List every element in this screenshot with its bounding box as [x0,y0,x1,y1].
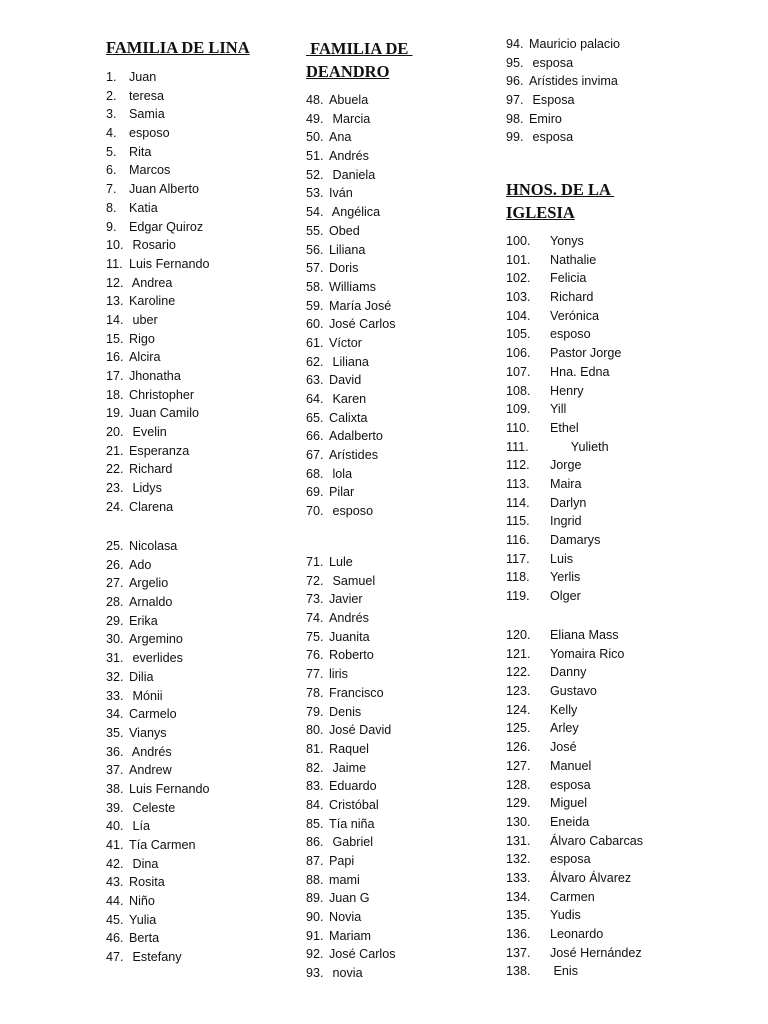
list-item-name: Miguel [550,796,588,811]
list-item-number: 48. [306,93,324,107]
list-item-number: 75. [306,629,324,644]
list-item-number: 125. [506,721,531,736]
list-item-name: Verónica [550,308,600,323]
list-item-name: Williams [329,279,376,294]
list-item-number: 71. [306,555,324,569]
list-item-name: lola [329,466,353,481]
list-item-number: 111. [506,439,529,454]
list-item-name: José David [329,723,392,738]
list-item-number: 107. [506,364,531,379]
list-item-number: 42. [106,856,124,871]
section-heading-hnos-iglesia: HNOS. DE LA IGLESIA [506,180,611,222]
list-item-number: 102. [506,271,531,286]
list-item-number: 5. [106,144,117,159]
list-item-name: Eliana Mass [550,628,619,642]
list-item-number: 21. [106,443,124,458]
list-item-name: Juan Alberto [129,182,200,197]
list-item-name: Manuel [550,758,592,773]
list-item-number: 20. [106,425,124,440]
list-item-name: Henry [550,383,584,398]
list-item-number: 106. [506,346,531,361]
list-item-name: Rosario [129,238,176,253]
list-item-name: Francisco [329,685,384,700]
list-item-name: Lule [329,555,353,569]
list-item-name: Andrea [129,275,173,290]
list-item-number: 80. [306,723,324,738]
list-item-name: Carmen [550,889,595,904]
list-item-number: 7. [106,182,117,197]
list-item-name: Denis [329,704,362,719]
list-item-number: 109. [506,402,531,417]
list-item-number: 74. [306,611,324,626]
list-item-name: Jhonatha [129,369,181,383]
list-item-number: 15. [106,331,124,346]
list-item-number: 11. [106,256,123,271]
list-item-number: 53. [306,186,324,201]
list-item-name: Daniela [329,167,376,182]
list-item-name: Pastor Jorge [550,346,622,361]
list-item-number: 124. [506,702,531,717]
list-item-name: Dina [129,856,159,871]
list-item-name: Juanita [329,629,370,644]
list-item-number: 101. [506,252,531,267]
list-item-number: 35. [106,725,124,740]
list-item-number: 130. [506,814,531,829]
list-item-number: 127. [506,758,531,773]
list-item-number: 84. [306,797,324,812]
list-item-name: Mauricio palacio [529,37,620,51]
list-item-name: Juan [129,70,157,84]
list-item-number: 99. [506,130,524,145]
list-item-name: Edgar Quiroz [129,219,204,234]
list-item-number: 54. [306,205,324,220]
list-item-name: Samuel [329,573,376,588]
list-item-name: Arley [550,721,579,736]
list-item-number: 30. [106,632,124,647]
list-item-name: Ingrid [550,514,582,529]
list-item-name: Álvaro Cabarcas [550,833,644,848]
list-item-number: 81. [306,741,324,756]
list-item-name: Celeste [129,800,176,815]
list-item-number: 47. [106,950,124,965]
list-item-name: Karen [329,392,367,406]
list-item-name: Eneida [550,814,590,829]
list-item-name: Kelly [550,702,578,717]
list-item-number: 105. [506,327,531,342]
list-item-name: uber [129,312,158,327]
list-item-name: Juan G [329,891,370,906]
list-item-number: 138. [506,964,531,979]
list-item-number: 108. [506,383,531,398]
list-item-name: Liliana [329,242,366,257]
list-item-name: Adalberto [329,429,383,444]
list-item-name: Leonardo [550,927,604,941]
list-item-name: esposa [550,852,591,867]
list-item-name: esposa [529,55,574,70]
list-item-number: 33. [106,688,124,703]
list-item-name: Hna. Edna [550,364,610,379]
list-item-name: Andrés [129,744,172,759]
list-item-name: Luis [550,551,574,566]
list-item-number: 118. [506,570,530,585]
list-item-name: Enis [550,964,578,979]
list-item-number: 73. [306,592,324,607]
list-item-number: 68. [306,466,324,481]
list-item-name: Damarys [550,533,601,547]
list-item-number: 100. [506,234,531,248]
list-item-number: 12. [106,275,124,290]
list-item-number: 123. [506,684,531,699]
list-item-name: Angélica [329,205,381,220]
list-item-number: 131. [506,833,531,848]
list-item-name: Doris [329,261,359,276]
list-item-number: 110. [506,420,530,435]
list-item-number: 119. [506,589,530,604]
list-item-number: 13. [106,294,124,309]
list-item-name: Roberto [329,648,374,663]
list-item-number: 29. [106,613,124,628]
list-item-name: Vianys [129,725,167,740]
list-item-name: Yonys [550,234,584,248]
list-item-number: 115. [506,514,530,529]
list-item-number: 129. [506,796,531,811]
list-item-number: 4. [106,126,117,141]
list-item-number: 34. [106,707,124,722]
section-heading-familia-deandro: FAMILIA DE DEANDRO [306,39,409,81]
list-item-name: Mariam [329,928,371,943]
list-item-number: 43. [106,875,124,890]
list-item-name: José [550,740,577,755]
list-item-name: Rita [129,144,152,159]
list-item-name: Jorge [550,458,582,473]
list-item-number: 136. [506,927,531,941]
list-item-number: 41. [106,838,124,852]
list-item-name: Andrés [329,149,369,164]
list-item-name: Dilia [129,669,154,684]
list-item-name: Yulia [129,912,157,927]
list-item-name: novia [329,966,363,981]
list-item-number: 8. [106,200,117,215]
list-item-name: Lidys [129,481,162,496]
list-item-name: Ana [329,130,352,145]
list-item-name: Katia [129,200,158,215]
list-item-number: 40. [106,819,124,834]
list-item-name: Novia [329,910,362,925]
list-item-number: 2. [106,88,117,103]
list-item-number: 55. [306,223,324,238]
list-item-name: Yudis [550,908,581,923]
list-item-name: Felicia [550,271,587,286]
list-item-number: 61. [306,335,324,350]
section-heading-familia-lina: FAMILIA DE LINA [106,38,250,57]
list-item-name: Jaime [329,760,367,775]
list-item-name: Liliana [329,354,369,369]
list-item-name: Arístides [329,448,378,463]
list-item-name: Argelio [129,576,169,591]
list-item-name: Gustavo [550,684,597,699]
list-item-name: Maira [550,476,582,491]
list-item-name: Obed [329,223,360,238]
list-item-number: 134. [506,889,531,904]
list-item-number: 9. [106,219,117,234]
list-item-name: Víctor [329,335,362,350]
list-item-name: Clarena [129,499,174,514]
list-item-name: Darlyn [550,495,587,510]
list-item-number: 112. [506,458,530,473]
list-item-number: 98. [506,111,524,126]
list-item-number: 58. [306,279,324,294]
list-item-name: Yomaira Rico [550,646,625,661]
list-item-name: Niño [129,894,155,909]
list-item-number: 46. [106,931,124,946]
list-item-number: 63. [306,373,324,388]
list-item-number: 132. [506,852,531,867]
list-item-name: Olger [550,589,581,604]
list-item-number: 121. [506,646,531,661]
list-item-number: 59. [306,298,324,313]
list-item-number: 32. [106,669,124,684]
list-item-name: Nicolasa [129,539,178,553]
list-item-number: 89. [306,891,324,906]
list-item-number: 126. [506,740,531,755]
list-item-name: Yerlis [550,570,581,585]
list-item-number: 96. [506,74,524,89]
list-item-number: 14. [106,312,124,327]
list-item-name: Richard [550,290,594,305]
list-item-number: 92. [306,947,324,962]
list-item-name: Esperanza [129,443,190,458]
list-item-number: 94. [506,37,524,51]
list-item-name: Marcia [329,111,371,126]
list-item-name: Karoline [129,294,176,309]
list-item-name: Eduardo [329,779,377,794]
list-item-number: 6. [106,163,117,178]
list-item-number: 37. [106,763,124,778]
list-item-name: Berta [129,931,160,946]
list-item-number: 88. [306,872,324,887]
list-item-name: esposa [529,130,574,145]
list-item-name: Iván [329,186,353,201]
list-item-name: José Hernández [550,945,642,960]
list-item-number: 72. [306,573,324,588]
list-item-number: 56. [306,242,324,257]
list-item-name: Emiro [529,111,562,126]
list-item-name: Rigo [129,331,155,346]
list-item-name: Tía niña [329,816,375,831]
list-item-number: 45. [106,912,124,927]
list-item-name: Nathalie [550,252,597,267]
list-item-name: Luis Fernando [129,781,210,796]
list-item-number: 23. [106,481,124,496]
list-item-number: 17. [106,369,124,383]
list-item-number: 116. [506,533,530,547]
list-item-number: 16. [106,350,124,365]
list-item-number: 52. [306,167,324,182]
list-item-number: 50. [306,130,324,145]
list-item-name: Cristóbal [329,797,379,812]
list-item-number: 120. [506,628,531,642]
list-item-number: 62. [306,354,324,369]
list-item-name: David [329,373,362,388]
list-item-name: Andrés [329,611,369,626]
list-item-number: 95. [506,55,524,70]
list-item-name: Carmelo [129,707,177,722]
list-item-number: 77. [306,667,324,682]
list-item-name: esposo [129,126,170,141]
list-item-name: esposa [550,777,591,792]
list-item-name: Mónii [129,688,163,703]
list-item-name: Evelin [129,425,167,440]
list-item-number: 25. [106,539,124,553]
list-item-number: 113. [506,476,530,491]
list-item-number: 51. [306,149,324,164]
list-item-name: Juan Camilo [129,406,199,421]
list-item-name: teresa [129,88,165,103]
list-item-number: 69. [306,485,324,500]
list-item-number: 26. [106,557,124,572]
list-item-number: 87. [306,854,324,868]
list-item-name: esposo [550,327,591,342]
list-item-number: 85. [306,816,324,831]
list-item-number: 90. [306,910,324,925]
list-item-name: Ethel [550,420,579,435]
list-item-number: 103. [506,290,531,305]
list-item-name: Ado [129,557,152,572]
list-item-number: 38. [106,781,124,796]
list-item-name: Lía [129,819,151,834]
list-item-number: 122. [506,665,531,680]
list-item-name: Arnaldo [129,595,173,610]
list-item-name: Estefany [129,950,182,965]
list-item-number: 24. [106,499,124,514]
list-item-name: Samia [129,107,165,122]
list-item-name: everlides [129,651,183,666]
list-item-number: 114. [506,495,530,510]
list-item-name: Tía Carmen [129,838,196,852]
list-item-number: 83. [306,779,324,794]
list-item-number: 3. [106,107,117,122]
list-item-name: María José [329,298,392,313]
list-item-number: 57. [306,261,324,276]
list-item-name: Danny [550,665,587,680]
list-item-number: 79. [306,704,324,719]
list-item-name: Yill [550,402,567,417]
list-item-name: Richard [129,462,173,477]
list-item-number: 18. [106,387,124,402]
list-item-number: 22. [106,462,124,477]
list-item-name: Álvaro Álvarez [550,870,632,885]
list-item-name: José Carlos [329,317,396,332]
list-item-name: Calixta [329,410,368,425]
list-item-name: Yulieth [550,439,609,454]
list-item-name: Rosita [129,875,165,890]
list-item-number: 76. [306,648,324,663]
list-item-number: 67. [306,448,324,463]
list-item-number: 135. [506,908,531,923]
list-item-number: 19. [106,406,124,421]
list-item-name: Papi [329,854,355,868]
list-item-name: liris [329,667,348,682]
list-item-name: Arístides invima [529,74,618,89]
list-item-number: 128. [506,777,531,792]
list-item-number: 60. [306,317,324,332]
list-item-name: mami [329,872,360,887]
list-item-number: 104. [506,308,531,323]
list-item-name: Javier [329,592,363,607]
list-item-name: Andrew [129,763,172,778]
list-item-number: 44. [106,894,124,909]
list-item-name: Luis Fernando [129,256,210,271]
list-item-number: 70. [306,504,324,519]
list-item-number: 39. [106,800,124,815]
list-item-name: Marcos [129,163,171,178]
list-item-number: 28. [106,595,124,610]
list-item-number: 31. [106,651,124,666]
list-item-name: Erika [129,613,158,628]
list-item-number: 137. [506,945,531,960]
list-item-number: 86. [306,835,324,850]
list-item-number: 93. [306,966,324,981]
list-item-name: José Carlos [329,947,396,962]
list-item-number: 78. [306,685,324,700]
list-item-name: Argemino [129,632,183,647]
list-item-number: 97. [506,93,524,108]
list-item-name: Pilar [329,485,355,500]
list-item-number: 66. [306,429,324,444]
list-item-name: Christopher [129,387,195,402]
list-item-name: Alcira [129,350,161,365]
list-item-number: 65. [306,410,324,425]
list-item-number: 49. [306,111,324,126]
list-item-number: 91. [306,928,324,943]
list-item-number: 1. [106,70,117,84]
list-item-number: 27. [106,576,124,591]
list-item-name: esposo [329,504,374,519]
list-item-name: Raquel [329,741,369,756]
list-item-number: 117. [506,551,530,566]
list-item-name: Gabriel [329,835,374,850]
list-item-number: 82. [306,760,324,775]
list-item-number: 133. [506,870,531,885]
list-item-number: 64. [306,392,324,406]
list-item-number: 10. [106,238,124,253]
list-item-name: Abuela [329,93,369,107]
list-item-name: Esposa [529,93,575,108]
list-item-number: 36. [106,744,124,759]
